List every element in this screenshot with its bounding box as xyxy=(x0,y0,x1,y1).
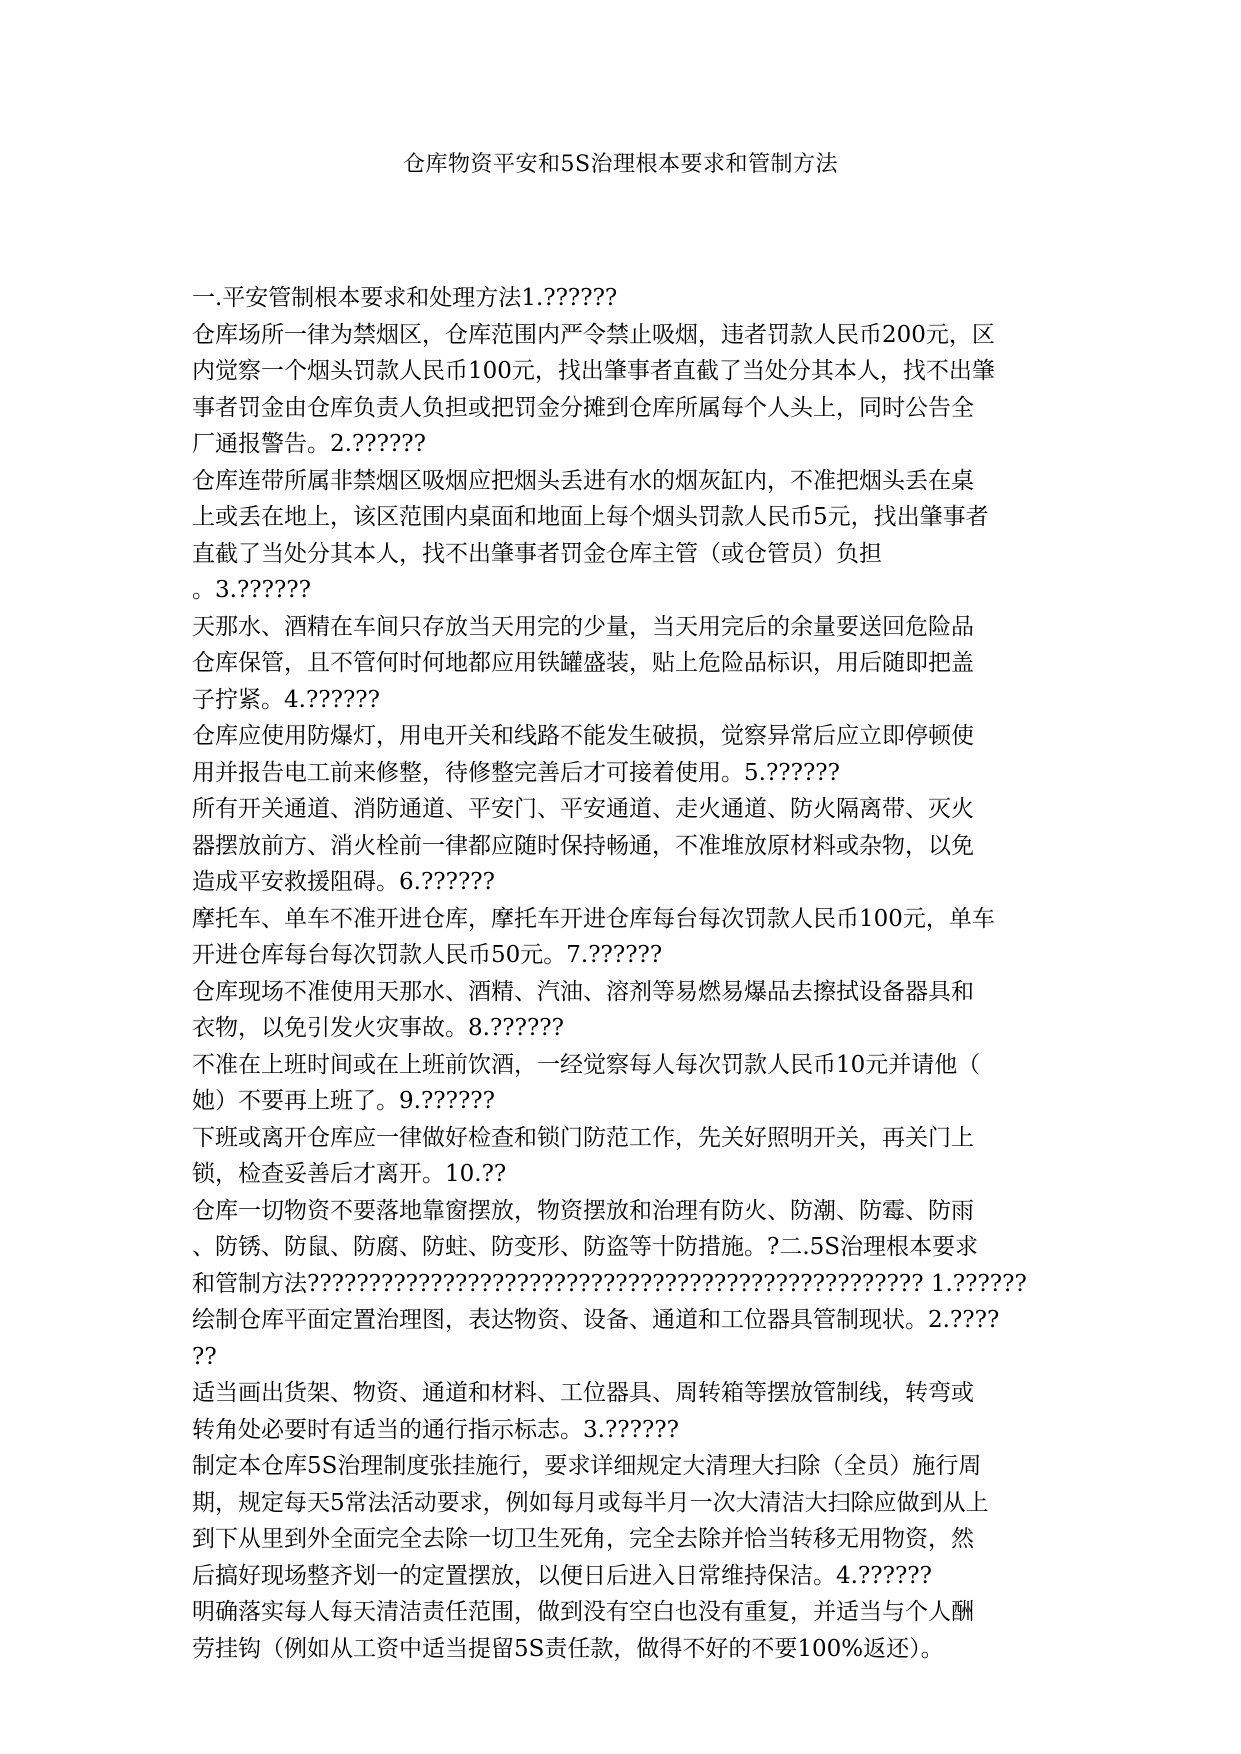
body-line: 明确落实每人每天清洁责任范围，做到没有空白也没有重复，并适当与个人酬 xyxy=(192,1599,974,1625)
body-line: 仓库应使用防爆灯，用电开关和线路不能发生破损，觉察异常后应立即停顿使 xyxy=(192,723,974,749)
body-line: 一.平安管制根本要求和处理方法1.?????? xyxy=(192,285,618,311)
document-body xyxy=(192,280,1054,1667)
body-line: 器摆放前方、消火栓前一律都应随时保持畅通，不准堆放原材料或杂物，以免 xyxy=(192,832,974,859)
body-line: 适当画出货架、物资、通道和材料、工位器具、周转箱等摆放管制线，转弯或 xyxy=(192,1380,974,1406)
body-line: 锁，检查妥善后才离开。10.?? xyxy=(192,1161,507,1187)
body-line: 和管制方法?????????????????????????????????????????????????? 1.?????? xyxy=(192,1270,1027,1297)
body-line: 内觉察一个烟头罚款人民币100元，找出肇事者直截了当处分其本人，找不出肇 xyxy=(192,358,995,384)
body-line: 所有开关通道、消防通道、平安门、平安通道、走火通道、防火隔离带、灭火 xyxy=(192,796,974,822)
body-line: 仓库保管，且不管何时何地都应用铁罐盛装，贴上危险品标识，用后随即把盖 xyxy=(192,650,974,676)
body-line: 。3.?????? xyxy=(192,577,311,603)
body-line: 子拧紧。4.?????? xyxy=(192,686,380,713)
body-line: 仓库一切物资不要落地靠窗摆放，物资摆放和治理有防火、防潮、防霉、防雨 xyxy=(192,1197,974,1224)
body-line: 衣物，以免引发火灾事故。8.?????? xyxy=(192,1015,564,1041)
body-line: 仓库连带所属非禁烟区吸烟应把烟头丢进有水的烟灰缸内，不准把烟头丢在桌 xyxy=(192,467,974,494)
body-line: 制定本仓库5S治理制度张挂施行，要求详细规定大清理大扫除（全员）施行周 xyxy=(192,1453,982,1479)
body-line: 不准在上班时间或在上班前饮酒，一经觉察每人每次罚款人民币10元并请他（ xyxy=(192,1051,981,1078)
body-line: 后搞好现场整齐划一的定置摆放，以便日后进入日常维持保洁。4.?????? xyxy=(192,1562,932,1589)
body-line: 到下从里到外全面完全去除一切卫生死角，完全去除并恰当转移无用物资，然 xyxy=(192,1526,974,1552)
body-line: 天那水、酒精在车间只存放当天用完的少量，当天用完后的余量要送回危险品 xyxy=(192,613,974,640)
body-line: 劳挂钩（例如从工资中适当提留5S责任款，做得不好的不要100%返还）。 xyxy=(192,1635,944,1662)
body-line: 、防锈、防鼠、防腐、防蛀、防变形、防盗等十防措施。?二.5S治理根本要求 xyxy=(192,1234,979,1260)
body-line: 下班或离开仓库应一律做好检查和锁门防范工作，先关好照明开关，再关门上 xyxy=(192,1124,974,1151)
body-line: 用并报告电工前来修整，待修整完善后才可接着使用。5.?????? xyxy=(192,759,840,786)
body-line: 仓库现场不准使用天那水、酒精、汽油、溶剂等易燃易爆品去擦拭设备器具和 xyxy=(192,978,974,1005)
body-line: 厂通报警告。2.?????? xyxy=(192,431,426,457)
body-line: 仓库场所一律为禁烟区，仓库范围内严令禁止吸烟，违者罚款人民币200元，区 xyxy=(192,321,995,348)
body-line: 期，规定每天5常法活动要求，例如每月或每半月一次大清洁大扫除应做到从上 xyxy=(192,1489,989,1516)
body-line: 直截了当处分其本人，找不出肇事者罚金仓库主管（或仓管员）负担 xyxy=(192,540,882,567)
body-line: 转角处必要时有适当的通行指示标志。3.?????? xyxy=(192,1416,679,1443)
body-line: 事者罚金由仓库负责人负担或把罚金分摊到仓库所属每个人头上，同时公告全 xyxy=(192,394,974,421)
body-line: 摩托车、单车不准开进仓库，摩托车开进仓库每台每次罚款人民币100元，单车 xyxy=(192,905,995,932)
body-line: ?? xyxy=(192,1343,217,1370)
body-line: 绘制仓库平面定置治理图，表达物资、设备、通道和工位器具管制现状。2.???? xyxy=(192,1307,1000,1333)
body-line: 上或丢在地上，该区范围内桌面和地面上每个烟头罚款人民币5元，找出肇事者 xyxy=(192,504,989,530)
body-line: 她）不要再上班了。9.?????? xyxy=(192,1088,495,1114)
body-line: 造成平安救援阻碍。6.?????? xyxy=(192,869,495,895)
body-line: 开进仓库每台每次罚款人民币50元。7.?????? xyxy=(192,942,663,968)
document-title: 仓库物资平安和5S治理根本要求和管制方法 xyxy=(402,152,839,177)
